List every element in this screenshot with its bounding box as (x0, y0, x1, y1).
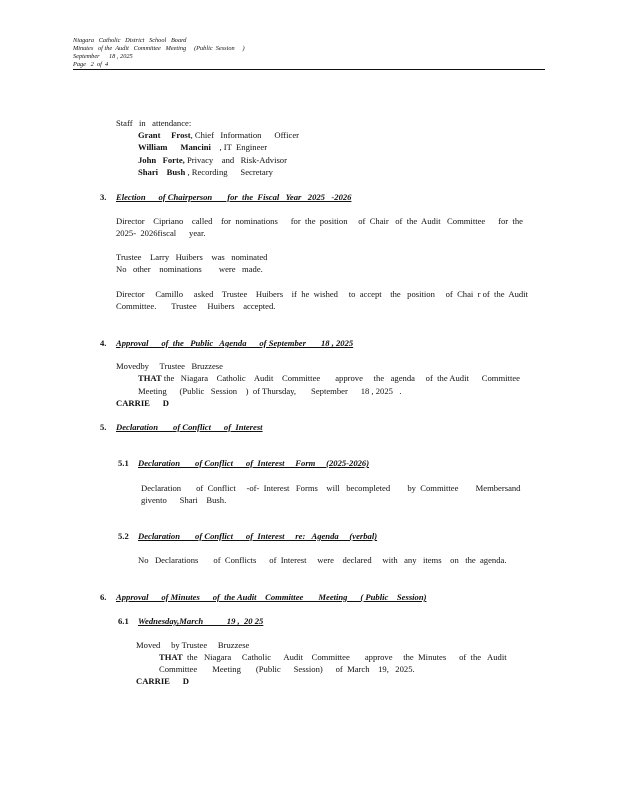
staff-member (138, 130, 299, 141)
motion-text: the Niagara Catholic Audit Committee approve the Minutes of the Audit (182, 652, 507, 662)
staff-role: , Chief Information Officer (190, 130, 300, 140)
paragraph-line: Director Camillo asked Trustee Huibers if he wished to accept the position of Chai r of the Audit (116, 289, 528, 299)
motion-carried: CARRIE D (116, 398, 169, 408)
section-number: 5. (100, 422, 107, 432)
staff-role: , IT Engineer (210, 142, 268, 152)
section-title: Declaration of Conflict of Interest (116, 422, 263, 432)
paragraph-line: givento Shari Bush. (141, 495, 227, 505)
motion-that: THAT (159, 652, 183, 662)
staff-role: Privacy and Risk-Advisor (184, 155, 287, 165)
staff-name: Shari Bush (138, 167, 186, 177)
motion-line (138, 373, 520, 384)
paragraph-line: No Declarations of Conflicts of Interest were declared with any items on the agenda. (138, 555, 507, 565)
paragraph-line: Director Cipriano called for nominations for the position of Chair of the Audit Committee for the (116, 216, 523, 226)
motion-mover: Moved by Trustee Bruzzese (136, 640, 250, 650)
paragraph-line: Declaration of Conflict -of- Interest Forms will becompleted by Committee Membersand (141, 483, 521, 493)
motion-mover: Movedby Trustee Bruzzese (116, 361, 223, 371)
motion-text: the Niagara Catholic Audit Committee approve the agenda of the Audit Committee (161, 373, 520, 383)
motion-line (159, 652, 507, 663)
subsection-title: Declaration of Conflict of Interest re: Agenda (verbal) (138, 531, 378, 541)
staff-member (138, 155, 287, 166)
subsection-title: Wednesday,March 19 , 20 25 (138, 616, 264, 626)
section-title: Approval of Minutes of the Audit Committee Meeting ( Public Session) (116, 592, 427, 602)
subsection-number: 6.1 (118, 616, 129, 626)
staff-name: Grant Frost (138, 130, 191, 140)
staff-name: John Forte, (138, 155, 185, 165)
header-date: September 18 , 2025 (73, 53, 133, 60)
paragraph-line: No other nominations were made. (116, 264, 263, 274)
paragraph-line: 2025- 2026fiscal year. (116, 228, 206, 238)
section-title: Approval of the Public Agenda of September 18 , 2025 (116, 338, 354, 348)
paragraph-line: Trustee Larry Huibers was nominated (116, 252, 268, 262)
header-board: Niagara Catholic District School Board (73, 37, 187, 44)
motion-line: Committee Meeting (Public Session) of March 19, 2025. (159, 664, 415, 674)
motion-line: Meeting (Public Session ) of Thursday, September 18 , 2025 . (138, 386, 402, 396)
subsection-title: Declaration of Conflict of Interest Form (2025-2026) (138, 458, 370, 468)
staff-role: , Recording Secretary (185, 167, 273, 177)
header-meeting: Minutes of the Audit Committee Meeting (Public Session ) (73, 45, 245, 52)
motion-carried: CARRIE D (136, 676, 189, 686)
staff-label: Staff in attendance: (116, 118, 192, 128)
header-page: Page 2 of 4 (73, 61, 109, 68)
subsection-number: 5.1 (118, 458, 129, 468)
header-rule (73, 69, 545, 70)
section-number: 3. (100, 192, 107, 202)
motion-that: THAT (138, 373, 162, 383)
subsection-number: 5.2 (118, 531, 129, 541)
section-number: 6. (100, 592, 107, 602)
staff-member (138, 142, 267, 153)
staff-name: William Mancini (138, 142, 211, 152)
staff-member (138, 167, 273, 178)
paragraph-line: Committee. Trustee Huibers accepted. (116, 301, 276, 311)
section-title: Election of Chairperson for the Fiscal Year 2025 -2026 (116, 192, 352, 202)
section-number: 4. (100, 338, 107, 348)
